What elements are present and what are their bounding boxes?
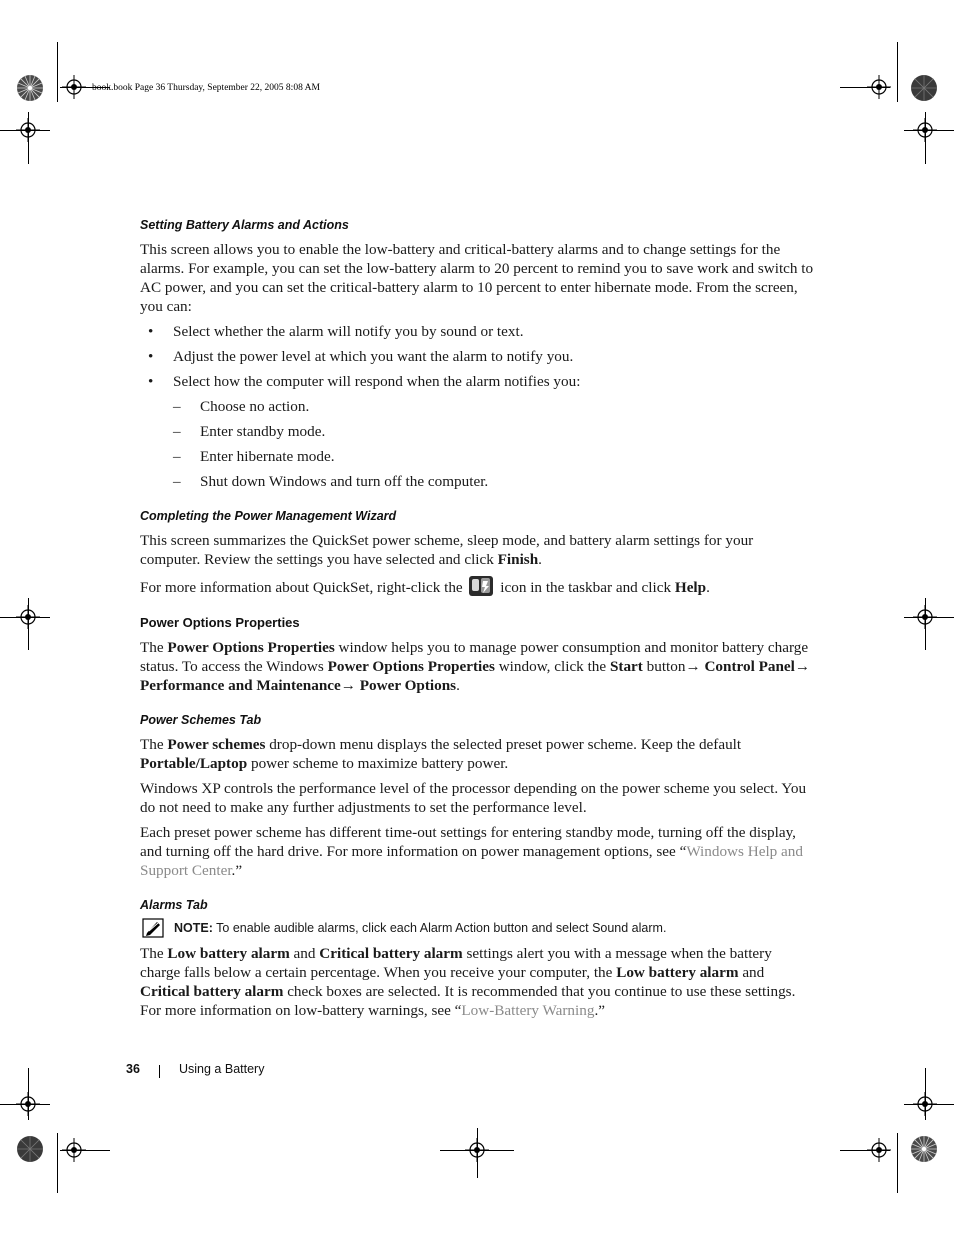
- power-options-paragraph: The Power Options Properties window helps you to manage power consumption and monitor battery charge status. To access the Windows Power Options Properties window, click the Start button→ Control Panel→ Performance and Maintenance→ Power Options.: [140, 639, 811, 694]
- registration-target-icon: [913, 605, 937, 629]
- registration-target-icon: [62, 75, 86, 99]
- list-item: • Adjust the power level at which you want the alarm to notify you.: [148, 348, 574, 365]
- starburst-mark-icon: [16, 74, 44, 102]
- quickset-taskbar-icon: [468, 575, 494, 597]
- registration-target-icon: [16, 605, 40, 629]
- registration-target-icon: [913, 118, 937, 142]
- list-item: – Enter hibernate mode.: [173, 448, 335, 465]
- low-battery-warning-link[interactable]: Low-Battery Warning: [461, 1002, 595, 1019]
- print-header-stamp: book.book Page 36 Thursday, September 22, 2005 8:08 AM: [92, 83, 320, 93]
- registration-target-icon: [62, 1138, 86, 1162]
- list-item: • Select how the computer will respond when the alarm notifies you:: [148, 373, 581, 390]
- list-item: – Shut down Windows and turn off the computer.: [173, 473, 489, 490]
- list-item: – Enter standby mode.: [173, 423, 326, 440]
- note-callout: NOTE: To enable audible alarms, click each Alarm Action button and select Sound alarm.: [140, 920, 815, 936]
- heading-wizard: Completing the Power Management Wizard: [140, 509, 397, 523]
- heading-power-schemes: Power Schemes Tab: [140, 713, 262, 727]
- heading-power-options: Power Options Properties: [140, 615, 300, 630]
- list-item: – Choose no action.: [173, 398, 310, 415]
- page-footer: [126, 1062, 265, 1076]
- registration-target-icon: [913, 1092, 937, 1116]
- help-center-link[interactable]: Windows Help and Support Center: [140, 843, 803, 879]
- footer-chapter-title: Using a Battery: [179, 1062, 265, 1076]
- registration-target-icon: [16, 1092, 40, 1116]
- heading-alarms-actions: Setting Battery Alarms and Actions: [140, 218, 349, 232]
- starburst-mark-icon: [910, 1135, 938, 1163]
- battery-alarm-paragraph: The Low battery alarm and Critical battery alarm settings alert you with a message when the battery charge falls below a certain percentage. When you receive your computer, the Low battery alarm and Critical battery alarm check boxes are selected. It is recommended that you continue to use these settings. For more information on low-battery warnings, see “Low-Battery Warning.”: [140, 945, 796, 1019]
- footer-divider: [159, 1065, 160, 1078]
- timeout-settings-paragraph: Each preset power scheme has different time-out settings for entering standby mode, turning off the display, and turning off the hard drive. For more information on power management options, see “Windows Help and Support Center.”: [140, 824, 803, 879]
- registration-target-icon: [867, 1138, 891, 1162]
- list-item: • Select whether the alarm will notify you by sound or text.: [148, 323, 524, 340]
- processor-performance-paragraph: Windows XP controls the performance level of the processor depending on the power scheme you select. You do not need to make any further adjustments to set the performance level.: [140, 780, 807, 816]
- page-number: 36: [126, 1062, 140, 1076]
- registration-target-icon: [465, 1138, 489, 1162]
- starburst-mark-icon: [910, 74, 938, 102]
- note-label: NOTE:: [174, 921, 213, 935]
- heading-alarms-tab: Alarms Tab: [140, 898, 208, 912]
- registration-target-icon: [16, 118, 40, 142]
- alarms-actions-intro: This screen allows you to enable the low-battery and critical-battery alarms and to change settings for the alarms. For example, you can set the low-battery alarm to 20 percent to remind you to save work and switch to AC power, and you can set the critical-battery alarm to 10 percent to enter hibernate mode. From the screen, you can:: [140, 241, 814, 315]
- registration-target-icon: [867, 75, 891, 99]
- wizard-summary-paragraph: This screen summarizes the QuickSet power scheme, sleep mode, and battery alarm settings for your computer. Review the settings you have selected and click Finish.: [140, 532, 754, 568]
- pencil-note-icon: [142, 918, 164, 938]
- starburst-mark-icon: [16, 1135, 44, 1163]
- alarms-actions-bullets: [140, 322, 815, 391]
- power-schemes-paragraph: The Power schemes drop-down menu displays the selected preset power scheme. Keep the default Portable/Laptop power scheme to maximize battery power.: [140, 736, 742, 772]
- quickset-help-paragraph: For more information about QuickSet, right-click the icon in the taskbar and click Help.: [140, 575, 815, 597]
- page-content: [140, 218, 815, 1026]
- alarm-response-sublist: [140, 397, 815, 491]
